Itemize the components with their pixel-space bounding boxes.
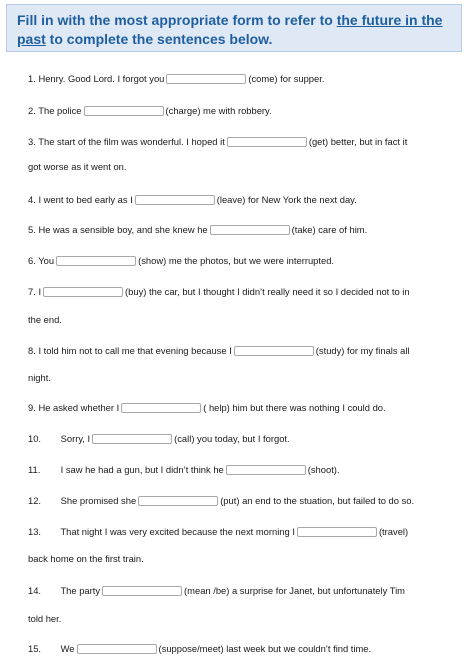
sentence-number: 2. xyxy=(28,105,36,116)
sentence-number: 7. xyxy=(28,286,36,297)
sentence-9 xyxy=(28,402,386,414)
sentence-text-before: You xyxy=(38,255,55,266)
sentence-text-after: (put) an end to the stuation, but failed to do so. xyxy=(220,495,415,506)
sentence-text-after: (mean /be) a surprise for Janet, but unfortunately Tim xyxy=(184,585,405,596)
answer-field-2[interactable] xyxy=(84,106,164,116)
answer-field-13[interactable] xyxy=(297,527,377,537)
sentence-14-continuation: told her. xyxy=(28,613,62,624)
sentence-text-before: I went to bed early as I xyxy=(38,194,133,205)
sentence-text-before: The party xyxy=(60,585,101,596)
instructions-text xyxy=(17,11,453,49)
sentence-text-after: (come) for supper. xyxy=(248,73,325,84)
sentence-text-after: (study) for my finals all xyxy=(315,345,410,356)
sentence-text-after: (shoot). xyxy=(307,464,340,475)
instructions-part2: to complete the sentences below. xyxy=(45,31,273,47)
sentence-15 xyxy=(28,643,371,655)
answer-field-3[interactable] xyxy=(227,137,307,147)
sentence-13-continuation: back home on the first train. xyxy=(28,553,144,564)
sentence-3-continuation: got worse as it went on. xyxy=(28,161,127,172)
sentence-number: 15. xyxy=(28,643,42,654)
sentence-7-continuation: the end. xyxy=(28,314,62,325)
sentence-number: 11. xyxy=(28,464,41,475)
sentence-text-after: (buy) the car, but I thought I didn’t really need it so I decided not to in xyxy=(125,286,410,297)
sentence-10 xyxy=(28,433,290,445)
answer-field-4[interactable] xyxy=(135,195,215,205)
sentence-11 xyxy=(28,464,340,476)
sentence-number: 12. xyxy=(28,495,42,506)
answer-field-10[interactable] xyxy=(92,434,172,444)
answer-field-15[interactable] xyxy=(77,644,157,654)
sentence-number: 5. xyxy=(28,224,36,235)
sentence-text-before: Henry. Good Lord. I forgot you xyxy=(38,73,165,84)
sentence-text-before: He asked whether I xyxy=(38,402,120,413)
sentence-number: 10. xyxy=(28,433,42,444)
sentence-4 xyxy=(28,194,357,206)
sentence-text-after: (leave) for New York the next day. xyxy=(216,194,357,205)
sentence-text-after: (show) me the photos, but we were interrupted. xyxy=(138,255,335,266)
sentence-13 xyxy=(28,526,408,538)
sentence-2 xyxy=(28,105,272,117)
answer-field-5[interactable] xyxy=(210,225,290,235)
sentence-number: 3. xyxy=(28,136,36,147)
sentence-12 xyxy=(28,495,414,507)
instructions-part1: Fill in with the most appropriate form to refer to xyxy=(17,12,337,28)
sentence-text-after: (suppose/meet) last week but we couldn’t find time. xyxy=(158,643,372,654)
instructions-underlined-2: past xyxy=(17,31,46,47)
instructions-underlined-1: the future in the xyxy=(336,12,443,28)
sentence-text-before: The start of the film was wonderful. I hoped it xyxy=(38,136,225,147)
sentence-text-after: (travel) xyxy=(378,526,409,537)
answer-field-7[interactable] xyxy=(43,287,123,297)
sentence-number: 4. xyxy=(28,194,36,205)
answer-field-1[interactable] xyxy=(166,74,246,84)
instructions-banner xyxy=(6,4,462,52)
sentence-text-before: She promised she xyxy=(60,495,137,506)
sentence-text-before: He was a sensible boy, and she knew he xyxy=(38,224,208,235)
sentence-7 xyxy=(28,286,410,298)
sentence-number: 9. xyxy=(28,402,36,413)
sentence-3 xyxy=(28,136,407,148)
sentence-1 xyxy=(28,73,324,85)
sentence-text-after: (charge) me with robbery. xyxy=(165,105,272,116)
sentence-number: 13. xyxy=(28,526,42,537)
answer-field-9[interactable] xyxy=(121,403,201,413)
sentence-text-before: We xyxy=(60,643,75,654)
sentence-8 xyxy=(28,345,410,357)
sentence-14 xyxy=(28,585,405,597)
sentence-text-after: (call) you today, but I forgot. xyxy=(174,433,290,444)
sentence-5 xyxy=(28,224,367,236)
sentence-6 xyxy=(28,255,334,267)
sentence-8-continuation: night. xyxy=(28,372,51,383)
sentence-text-before: That night I was very excited because the next morning I xyxy=(60,526,295,537)
sentence-text-after: ( help) him but there was nothing I could do. xyxy=(203,402,386,413)
answer-field-14[interactable] xyxy=(102,586,182,596)
answer-field-6[interactable] xyxy=(56,256,136,266)
sentence-number: 14. xyxy=(28,585,42,596)
answer-field-11[interactable] xyxy=(226,465,306,475)
sentence-number: 8. xyxy=(28,345,36,356)
sentence-text-before: I told him not to call me that evening because I xyxy=(38,345,232,356)
answer-field-12[interactable] xyxy=(138,496,218,506)
sentence-text-before: The police xyxy=(38,105,82,116)
sentence-text-before: I saw he had a gun, but I didn’t think he xyxy=(60,464,224,475)
sentence-text-before: Sorry, I xyxy=(60,433,91,444)
sentence-text-after: (get) better, but in fact it xyxy=(308,136,408,147)
answer-field-8[interactable] xyxy=(234,346,314,356)
sentence-text-after: (take) care of him. xyxy=(291,224,368,235)
sentence-number: 6. xyxy=(28,255,36,266)
sentence-number: 1. xyxy=(28,73,36,84)
sentence-text-before: I xyxy=(38,286,42,297)
